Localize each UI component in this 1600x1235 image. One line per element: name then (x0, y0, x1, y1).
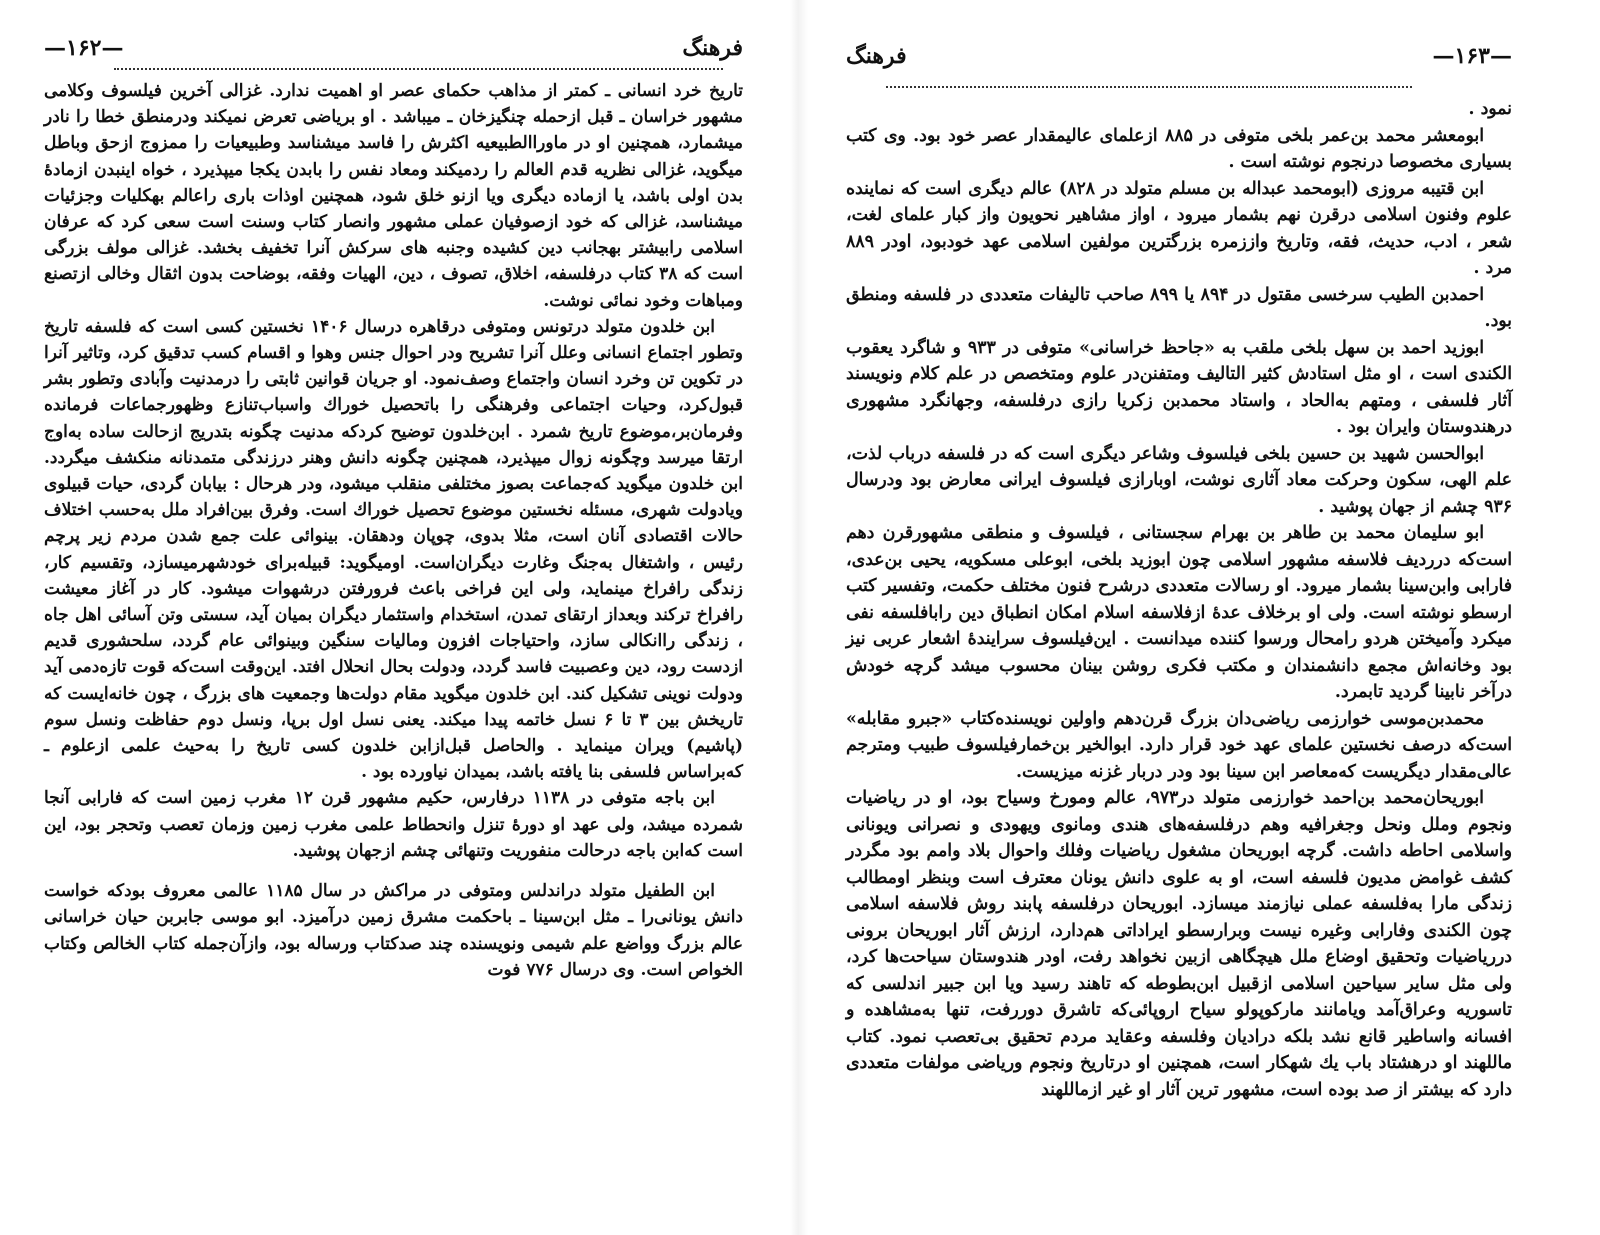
book-gutter (790, 0, 808, 1235)
right-page-header (846, 38, 1512, 74)
right-paragraph-3: ابن قتیبه مروزی (ابومحمد عبداله بن مسلم متولد در ۸۲۸) عالم دیگری است که نماینده علوم وفنون اسلامی درقرن نهم بشمار میرود ، اواز مشاهیر نحویون واز کبار علمای لغت، شعر ، ادب، حدیث، فقه، وتاریخ واززمره بزرگترین مولفین اسلامی عهد خودبود، اودر ۸۸۹ مرد . (846, 178, 1512, 278)
right-page-running-title: فرهنگ (846, 43, 907, 69)
right-paragraph-6: ابوالحسن شهید بن حسین بلخی فیلسوف وشاعر دیگری است که در فلسفه درباب لذت، علم الهی، سکون وحرکت معاد آثاری نوشت، اوبارازی فیلسوف ایرانی معارض بود ودرسال ۹۳۶ چشم از جهان پوشید . (846, 443, 1512, 517)
left-page-body (44, 78, 743, 983)
right-paragraph-7: ابو سلیمان محمد بن طاهر بن بهرام سجستانی ، فیلسوف و منطقی مشهورقرن دهم است‌که درردیف فلاسفه مشهور اسلامی چون ابوزید بلخی، ابوعلی مسکویه، یحیی بن‌عدی، فارابی وابن‌سینا بشمار میرود. او رسالات متعددی درشرح فنون مختلف حکمت، وتفسیر کتب ارسطو نوشته است. ولی او برخلاف عدهٔ ازفلاسفه اسلام امکان انطباق دین رابافلسفه نفی میکرد وآمیختن هردو رامحال ورسوا کننده میدانست . این‌فیلسوف سرایندهٔ اشعار عربی نیز بود وخانه‌اش مجمع دانشمندان و مکتب فکری روشن بینان محسوب میشد گرچه خودش درآخر نابینا گردید تابمرد. (846, 523, 1512, 702)
left-page-running-title: فرهنگ (682, 35, 743, 61)
right-header-dotted-rule (886, 86, 1412, 88)
right-paragraph-5: ابوزید احمد بن سهل بلخی ملقب به «جاحظ خراسانی» متوفی در ۹۳۳ و شاگرد یعقوب الکندی است ، او مثل استادش کثیر التالیف ومتفنن‌در علوم ومتخصص در علم کلام ونویسند آثار فلسفی ، ومتهم به‌الحاد ، واستاد محمدبن زکریا رازی درفلسفه، وجهانگرد مشهوری درهندوستان وایران بود . (846, 337, 1512, 437)
left-page-number: —۱۶۲— (44, 35, 124, 61)
right-paragraph-9: ابوریحان‌محمد بن‌احمد خوارزمی متولد در۹۷۳، عالم ومورخ وسیاح بود، او در ریاضیات ونجوم وملل ونحل وجغرافیه وهم درفلسفه‌های هندی ومانوی ویهودی و نصرانی ویونانی واسلامی احاطه داشت. گرچه ابوریحان مشغول ریاضیات وفلك واحوال بلاد وامم بود مگردر کشف غوامض مدیون فلسفه است، او به علوی دانش یونان معترف است وبنظر اومطالب زندگی مارا به‌فلسفه عملی نیازمند میسازد. ابوریحان درفلسفه پابند روش فلاسفه اسلامی چون الکندی وفارابی وغیره نیست وبرارسطو ایراداتی هم‌دارد، ارزش آثار ابوریحان برونی درریاضیات وتحقیق اوضاع ملل هیچگاهی ازبین نخواهد رفت، اودر هندوستان سیاحت‌ها کرد، ولی مثل سایر سیاحین اسلامی ازقبیل ابن‌بطوطه که تاهند رسید ویا ابن جبیر اندلسی که تاسوریه وعراق‌آمد ویامانند مارکوپولو سیاح اروپائی‌که تاشرق دوررفت، تنها به‌مشاهده و افسانه واساطیر قانع نشد بلکه درادیان وفلسفه وعقاید مردم تحقیق بی‌تعصب نمود. کتاب ماللهند او درهشتاد باب یك شهکار است، همچنین او درتاریخ ونجوم وریاضی مولفات متعددی دارد که بیشتر از صد بوده است، مشهور ترین آثار او غیر ازماللهند (846, 788, 1512, 1100)
left-header-dotted-rule (114, 68, 723, 70)
left-paragraph-2: ابن خلدون متولد درتونس ومتوفی درقاهره درسال ۱۴۰۶ نخستین کسی است که فلسفه تاریخ وتطور اجتماع انسانی وعلل آنرا تشریح ودر احوال جنس وهوا و اقسام کسب تدقیق کرد، وتاثیر آنرا در تکوین تن وخرد انسان واجتماع وصف‌نمود. او جریان قوانین ثابتی را درمدنیت وآبادی وتطور بشر قبول‌کرد، وحیات اجتماعی وفرهنگی را باتحصیل خوراك واسباب‌تنازع وظهورجماعات فرمانده وفرمان‌بر،موضوع تاریخ شمرد . ابن‌خلدون توضیح کردکه مدنیت چگونه بتدریج ازحالت ساده به‌اوج ارتقا میرسد وچگونه زوال میپذیرد، همچنین چگونه دانش وهنر درزندگی متمدنانه منکشف میگردد. ابن خلدون میگوید که‌جماعت بصوز مختلفی منقلب میشود، ودر هرحال : بیابان گردی، حیات قبیلوی ویادولت شهری، مسئله نخستین موضوع تحصیل خوراك است. وفرق بین‌افراد ملل به‌حسب اختلاف حالات اقتصادی آنان است، مثلا بدوی، چوپان ودهقان. بینوائی علت جمع شدن مردم زیر پرچم رئیس ، واشتغال به‌جنگ وغارت دیگران‌است. اومیگوید: قبیله‌برای خودشهرمیسازد، وتقسیم کار، زندگی رافراخ مینماید، ولی این فراخی باعث فرورفتن درشهوات میشود. کار در آغاز معیشت رافراخ ترکند وبعداز ارتقای تمدن، استخدام واستثمار دیگران بمیان آید، سستی وتن آسائی اهل جاه ، زندگی راانکالی سازد، واحتیاجات افزون وماليات سنگین وبینوائی عام گردد، سلحشوری قدیم ازدست رود، دین وعصبیت فاسد گردد، ودولت بحال انحلال افتد. این‌وقت است‌که قوت تازه‌دمی آید ودولت نوینی تشکیل کند. ابن خلدون میگوید مقام دولت‌ها وجمعیت های بزرگ ، چون خانه‌ایست که تاریخش بین ۳ تا ۶ نسل خاتمه پیدا میکند. یعنی نسل اول برپا، ونسل دوم حفاظت ونسل سوم (پاشیم) ویران مینماید . والحاصل قبل‌ازابن خلدون کسی تاریخ را به‌حیث علمی ازعلوم ـ که‌براساس فلسفی بنا یافته باشد، بمیدان نیاورده بود . (44, 316, 743, 783)
left-paragraph-4: ابن الطفیل متولد دراندلس ومتوفی در مراکش در سال ۱۱۸۵ عالمی معروف بودکه خواست دانش یونانی‌را ـ مثل ابن‌سینا ـ باحکمت مشرق زمین درآمیزد. ابو موسی جابربن حیان خراسانی عالم بزرگ وواضع علم شیمی ونویسنده چند صدکتاب ورساله بود، وازآن‌جمله کتاب الخالص وکتاب الخواص است. وی درسال ۷۷۶ فوت (44, 881, 743, 980)
right-paragraph-2: ابومعشر محمد بن‌عمر بلخی متوفی در ۸۸۵ ازعلمای عالیمقدار عصر خود بود. وی کتب بسیاری مخصوصا درنجوم نوشته است . (846, 125, 1512, 172)
right-page-body (846, 96, 1512, 1103)
left-paragraph-3: ابن باجه متوفی در ۱۱۳۸ درفارس، حکیم مشهور قرن ۱۲ مغرب زمین است که فارابی آنجا شمرده میشد، ولی عهد او دورهٔ تنزل وانحطاط علمی مغرب زمین وزمان تعصب وتحجر بود، این است که‌ابن باجه درحالت منفوریت وتنهائی چشم ازجهان پوشید. (44, 788, 743, 861)
right-page (812, 0, 1600, 1235)
left-paragraph-1: تاریخ خرد انسانی ـ کمتر از مذاهب حکمای عصر او اهمیت ندارد. غزالی آخرین فیلسوف وکلامی مشهور خراسان ـ قبل ازحمله چنگیزخان ـ میباشد . او بریاضی تعرض نمیکند ودرمنطق خطا را نادر میشمارد، همچنین او در ماوراالطبیعیه اکثرش را فاسد میشناسد وطبیعیات را ممزوج ازحق وباطل میگوید، غزالی نظریه قدم العالم را ردمیکند ومعاد نفس را بابدن یکجا میپذیرد ، خواه اینبدن ازمادهٔ بدن اولی باشد، یا ازماده دیگری ویا ازنو خلق شود، همچنین اوذات باری راعالم بهکلیات وجزئیات میشناسد، غزالی که خود ازصوفیان عملی مشهور وانصار کتاب وسنت است سعی کرد که عرفان اسلامی رابیشتر بهجانب دین کشیده وجنبه های سرکش آنرا تخفیف بخشد. غزالی مولف بزرگی است که ۳۸ کتاب درفلسفه، اخلاق، تصوف ، دین، الهیات وفقه، بوضاحت بدون اثقال وخالی ازتصنع ومباهات وخود نمائی نوشت. (44, 81, 743, 311)
right-paragraph-4: احمدبن الطیب سرخسی مقتول در ۸۹۴ یا ۸۹۹ صاحب تالیفات متعددی در فلسفه ومنطق بود. (846, 284, 1512, 331)
right-page-number: —۱۶۳— (1432, 43, 1512, 69)
left-page-header (44, 30, 743, 66)
right-paragraph-1: نمود . (1468, 99, 1512, 119)
left-page (0, 0, 785, 1235)
right-paragraph-8: محمدبن‌موسی خوارزمی ریاضی‌دان بزرگ قرن‌دهم واولین نویسنده‌کتاب «جبرو مقابله» است‌که درصف نخستین علمای عهد خود قرار دارد. ابوالخیر بن‌خمارفیلسوف طبیب ومترجم عالی‌مقدار دیگریست که‌معاصر ابن سینا بود ودر دربار غزنه میزیست. (846, 708, 1512, 782)
